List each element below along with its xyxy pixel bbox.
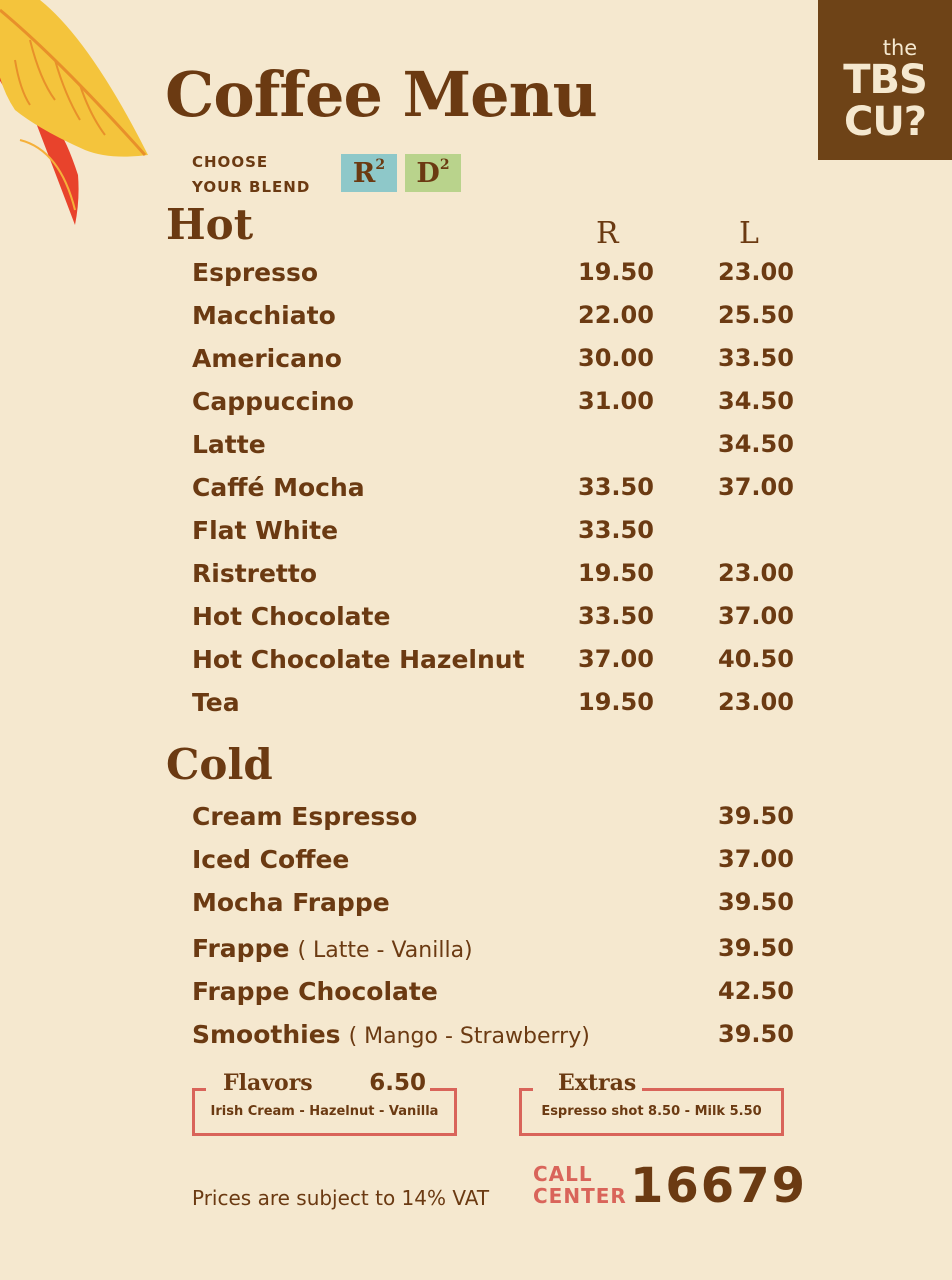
price: 39.50 — [718, 934, 794, 962]
blend-label — [192, 150, 310, 200]
price-large: 23.00 — [718, 559, 794, 587]
call-label-line2: CENTER — [533, 1184, 627, 1208]
menu-item-row — [192, 559, 792, 599]
price-regular: 19.50 — [578, 258, 654, 286]
hot-section-title: Hot — [166, 200, 254, 249]
item-note: ( Mango - Strawberry) — [348, 1024, 590, 1049]
item-name: Ristretto — [192, 559, 318, 588]
price-regular: 33.50 — [578, 602, 654, 630]
flavors-title: Flavors — [217, 1070, 319, 1096]
blend-r-badge — [341, 154, 397, 192]
menu-item-row — [192, 688, 792, 728]
menu-item-row — [192, 802, 792, 842]
item-name: Cappuccino — [192, 387, 354, 416]
price-large: 33.50 — [718, 344, 794, 372]
blend-r-sup: 2 — [375, 157, 386, 173]
item-name-wrap — [192, 1020, 590, 1049]
price-large: 34.50 — [718, 430, 794, 458]
extras-box — [519, 1070, 784, 1136]
item-name: Frappe — [192, 934, 290, 963]
price-regular: 31.00 — [578, 387, 654, 415]
menu-item-row — [192, 645, 792, 685]
price-regular: 19.50 — [578, 688, 654, 716]
item-name-wrap — [192, 802, 417, 831]
price-regular: 19.50 — [578, 559, 654, 587]
menu-item-row — [192, 516, 792, 556]
call-label-line1: CALL — [533, 1162, 593, 1186]
price: 39.50 — [718, 888, 794, 916]
menu-item-row — [192, 977, 792, 1017]
menu-item-row — [192, 344, 792, 384]
item-name: Americano — [192, 344, 342, 373]
price-large: 23.00 — [718, 258, 794, 286]
logo-line-2: CU? — [843, 99, 927, 145]
item-name: Caffé Mocha — [192, 473, 365, 502]
price-large: 23.00 — [718, 688, 794, 716]
price-large: 37.00 — [718, 602, 794, 630]
leaf-decoration-icon — [0, 0, 150, 225]
item-name: Tea — [192, 688, 240, 717]
item-note: ( Latte - Vanilla) — [297, 938, 473, 963]
logo-the-text: the — [882, 36, 918, 60]
menu-item-row — [192, 602, 792, 642]
price: 39.50 — [718, 1020, 794, 1048]
blend-label-line1: CHOOSE — [192, 153, 269, 171]
item-name: Mocha Frappe — [192, 888, 390, 917]
blend-label-line2: YOUR BLEND — [192, 178, 311, 196]
price-regular: 37.00 — [578, 645, 654, 673]
menu-title: Coffee Menu — [165, 58, 597, 131]
price-regular: 30.00 — [578, 344, 654, 372]
menu-item-row — [192, 473, 792, 513]
menu-item-row — [192, 845, 792, 885]
item-name-wrap — [192, 888, 390, 917]
item-name-wrap — [192, 845, 349, 874]
item-name: Flat White — [192, 516, 339, 545]
price-regular: 22.00 — [578, 301, 654, 329]
item-name: Macchiato — [192, 301, 336, 330]
item-name: Espresso — [192, 258, 319, 287]
extras-title: Extras — [552, 1070, 642, 1096]
col-header-large: L — [739, 216, 759, 251]
price: 39.50 — [718, 802, 794, 830]
flavors-box — [192, 1070, 457, 1136]
item-name-wrap — [192, 934, 473, 963]
col-header-regular: R — [596, 216, 619, 251]
price-regular: 33.50 — [578, 516, 654, 544]
call-center-number[interactable]: 16679 — [630, 1158, 807, 1214]
price-regular: 33.50 — [578, 473, 654, 501]
price-large: 34.50 — [718, 387, 794, 415]
logo-line-1: TBS — [843, 57, 927, 103]
price-large: 40.50 — [718, 645, 794, 673]
call-center-label — [533, 1163, 625, 1207]
cold-section-title: Cold — [166, 740, 273, 789]
flavors-list: Irish Cream - Hazelnut - Vanilla — [210, 1104, 439, 1119]
item-name: Frappe Chocolate — [192, 977, 438, 1006]
blend-r-letter: R — [352, 157, 376, 189]
item-name-wrap — [192, 977, 438, 1006]
menu-item-row — [192, 1020, 792, 1060]
item-name: Hot Chocolate Hazelnut — [192, 645, 525, 674]
price: 42.50 — [718, 977, 794, 1005]
menu-item-row — [192, 430, 792, 470]
blend-d-sup: 2 — [439, 157, 450, 173]
extras-list: Espresso shot 8.50 - Milk 5.50 — [541, 1104, 762, 1119]
price-large: 37.00 — [718, 473, 794, 501]
blend-d-badge — [405, 154, 461, 192]
blend-d-letter: D — [416, 157, 440, 189]
item-name: Cream Espresso — [192, 802, 418, 831]
menu-item-row — [192, 301, 792, 341]
menu-item-row — [192, 888, 792, 928]
item-name: Smoothies — [192, 1020, 341, 1049]
price-large: 25.50 — [718, 301, 794, 329]
vat-note: Prices are subject to 14% VAT — [192, 1186, 490, 1210]
price: 37.00 — [718, 845, 794, 873]
menu-item-row — [192, 387, 792, 427]
item-name: Latte — [192, 430, 266, 459]
menu-item-row — [192, 258, 792, 298]
flavors-price: 6.50 — [365, 1070, 430, 1096]
brand-logo — [818, 0, 952, 160]
item-name: Hot Chocolate — [192, 602, 391, 631]
menu-item-row — [192, 934, 792, 974]
item-name: Iced Coffee — [192, 845, 350, 874]
